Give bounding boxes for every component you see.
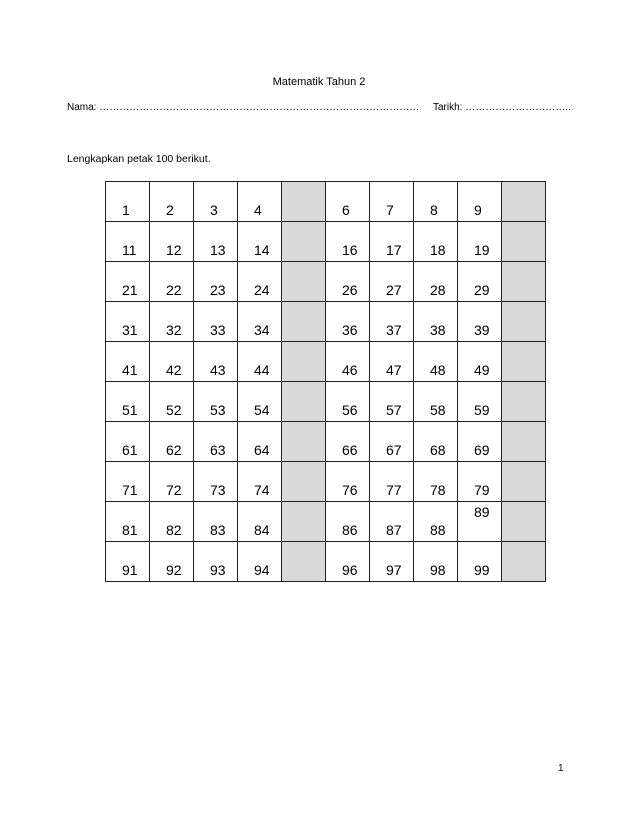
grid-cell: 66	[326, 422, 370, 462]
grid-cell: 11	[106, 222, 150, 262]
grid-cell-blank[interactable]	[282, 182, 326, 222]
grid-cell: 3	[194, 182, 238, 222]
grid-cell: 27	[370, 262, 414, 302]
grid-cell: 42	[150, 342, 194, 382]
grid-cell: 63	[194, 422, 238, 462]
grid-cell: 52	[150, 382, 194, 422]
grid-cell: 71	[106, 462, 150, 502]
grid-cell: 37	[370, 302, 414, 342]
grid-cell: 62	[150, 422, 194, 462]
grid-row	[106, 502, 546, 542]
page-number: 1	[558, 763, 564, 774]
grid-cell: 67	[370, 422, 414, 462]
grid-cell-blank[interactable]	[502, 342, 546, 382]
grid-cell: 9	[458, 182, 502, 222]
grid-cell: 83	[194, 502, 238, 542]
grid-cell-blank[interactable]	[282, 302, 326, 342]
grid-cell: 89	[458, 502, 502, 542]
grid-cell-blank[interactable]	[282, 502, 326, 542]
grid-cell: 6	[326, 182, 370, 222]
grid-row	[106, 542, 546, 582]
grid-cell: 32	[150, 302, 194, 342]
grid-row	[106, 222, 546, 262]
grid-cell: 18	[414, 222, 458, 262]
grid-cell-blank[interactable]	[502, 262, 546, 302]
grid-cell: 44	[238, 342, 282, 382]
grid-cell: 47	[370, 342, 414, 382]
grid-row	[106, 422, 546, 462]
grid-cell-blank[interactable]	[502, 182, 546, 222]
grid-cell-blank[interactable]	[282, 222, 326, 262]
grid-cell: 92	[150, 542, 194, 582]
grid-cell: 54	[238, 382, 282, 422]
grid-cell: 74	[238, 462, 282, 502]
grid-cell-blank[interactable]	[282, 422, 326, 462]
grid-cell: 1	[106, 182, 150, 222]
grid-cell: 22	[150, 262, 194, 302]
grid-cell: 49	[458, 342, 502, 382]
grid-row	[106, 182, 546, 222]
grid-cell: 43	[194, 342, 238, 382]
grid-cell: 93	[194, 542, 238, 582]
grid-cell: 53	[194, 382, 238, 422]
grid-cell: 94	[238, 542, 282, 582]
grid-cell-blank[interactable]	[282, 262, 326, 302]
grid-cell: 58	[414, 382, 458, 422]
grid-cell: 51	[106, 382, 150, 422]
grid-cell: 31	[106, 302, 150, 342]
grid-cell-blank[interactable]	[282, 542, 326, 582]
grid-cell: 36	[326, 302, 370, 342]
grid-cell: 84	[238, 502, 282, 542]
grid-cell: 48	[414, 342, 458, 382]
grid-cell: 46	[326, 342, 370, 382]
grid-cell: 29	[458, 262, 502, 302]
grid-cell: 79	[458, 462, 502, 502]
grid-cell: 69	[458, 422, 502, 462]
grid-cell: 41	[106, 342, 150, 382]
grid-cell: 26	[326, 262, 370, 302]
grid-cell: 59	[458, 382, 502, 422]
grid-cell-blank[interactable]	[282, 382, 326, 422]
grid-cell: 57	[370, 382, 414, 422]
grid-cell-blank[interactable]	[502, 302, 546, 342]
grid-cell: 56	[326, 382, 370, 422]
grid-cell-blank[interactable]	[502, 502, 546, 542]
grid-row	[106, 462, 546, 502]
grid-cell: 7	[370, 182, 414, 222]
grid-cell: 39	[458, 302, 502, 342]
grid-cell: 4	[238, 182, 282, 222]
grid-row	[106, 382, 546, 422]
grid-row	[106, 342, 546, 382]
grid-cell: 82	[150, 502, 194, 542]
grid-cell: 96	[326, 542, 370, 582]
grid-cell: 14	[238, 222, 282, 262]
name-field-line: Nama: ……………………………………………………………………………………	[67, 102, 420, 113]
grid-cell: 8	[414, 182, 458, 222]
grid-cell: 78	[414, 462, 458, 502]
grid-cell: 24	[238, 262, 282, 302]
grid-cell-blank[interactable]	[502, 542, 546, 582]
grid-cell-blank[interactable]	[502, 462, 546, 502]
grid-cell-blank[interactable]	[502, 222, 546, 262]
grid-cell: 97	[370, 542, 414, 582]
grid-cell: 86	[326, 502, 370, 542]
page-title: Matematik Tahun 2	[272, 76, 366, 88]
grid-row	[106, 262, 546, 302]
grid-cell: 23	[194, 262, 238, 302]
grid-cell: 19	[458, 222, 502, 262]
grid-cell: 28	[414, 262, 458, 302]
grid-cell: 64	[238, 422, 282, 462]
grid-cell: 91	[106, 542, 150, 582]
grid-cell: 76	[326, 462, 370, 502]
date-field-line: Tarikh: …………………………..	[433, 102, 571, 113]
grid-cell: 77	[370, 462, 414, 502]
grid-cell: 33	[194, 302, 238, 342]
grid-cell-blank[interactable]	[502, 422, 546, 462]
grid-cell: 81	[106, 502, 150, 542]
grid-cell: 61	[106, 422, 150, 462]
hundred-grid	[105, 181, 546, 582]
grid-cell-blank[interactable]	[502, 382, 546, 422]
grid-cell: 68	[414, 422, 458, 462]
grid-cell: 2	[150, 182, 194, 222]
grid-cell: 34	[238, 302, 282, 342]
grid-cell-blank[interactable]	[282, 342, 326, 382]
grid-cell-blank[interactable]	[282, 462, 326, 502]
grid-cell: 98	[414, 542, 458, 582]
grid-cell: 13	[194, 222, 238, 262]
grid-cell: 88	[414, 502, 458, 542]
grid-cell: 99	[458, 542, 502, 582]
grid-cell: 21	[106, 262, 150, 302]
instruction-text: Lengkapkan petak 100 berikut.	[67, 153, 211, 165]
grid-cell: 87	[370, 502, 414, 542]
grid-cell: 16	[326, 222, 370, 262]
grid-cell: 72	[150, 462, 194, 502]
grid-cell: 38	[414, 302, 458, 342]
grid-row	[106, 302, 546, 342]
grid-cell: 17	[370, 222, 414, 262]
grid-cell: 12	[150, 222, 194, 262]
grid-cell: 73	[194, 462, 238, 502]
